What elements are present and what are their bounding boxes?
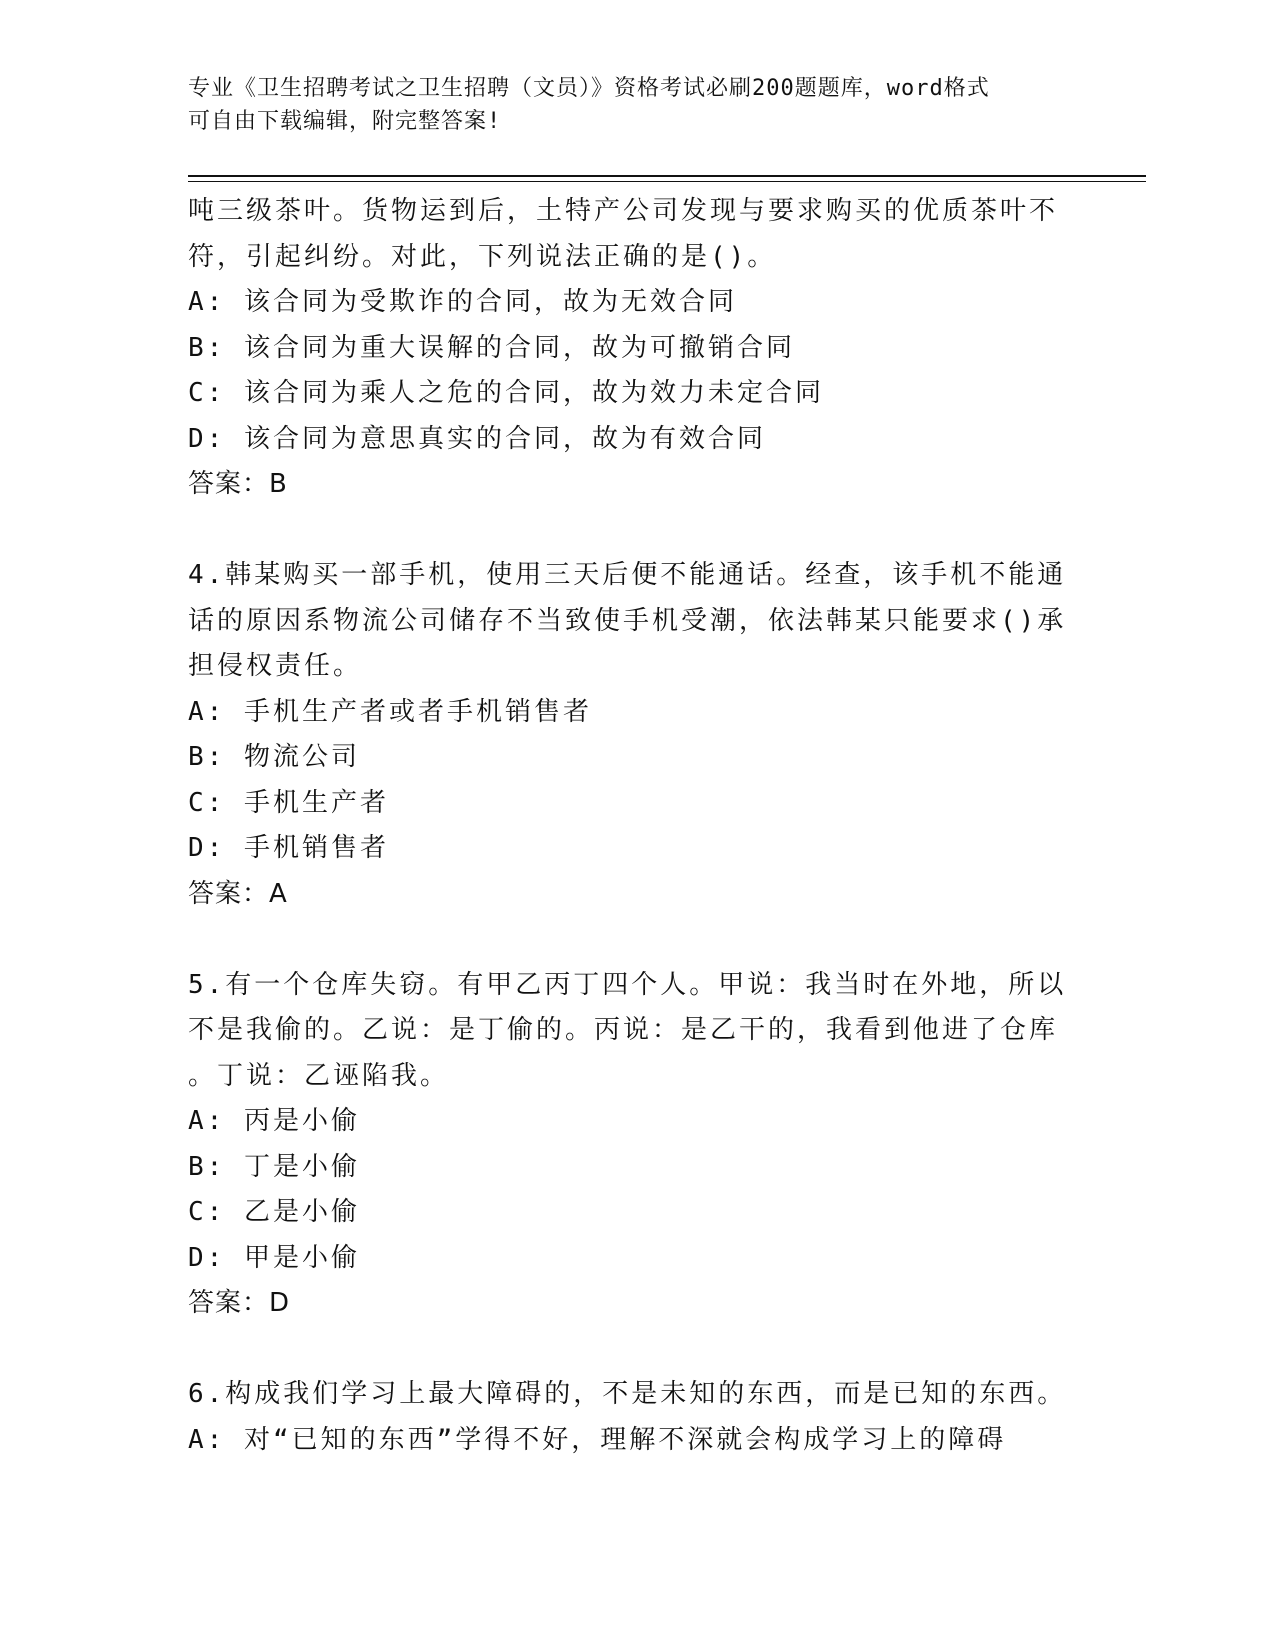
document-body xyxy=(188,189,1068,1463)
option-b: B: 物流公司 xyxy=(188,742,360,772)
spacer xyxy=(188,508,1068,554)
question-3-continuation xyxy=(188,189,1068,508)
spacer xyxy=(188,917,1068,963)
question-text-line: 5.有一个仓库失窃。有甲乙丙丁四个人。甲说：我当时在外地，所以 xyxy=(188,969,1067,1000)
question-text-line: 。丁说：乙诬陷我。 xyxy=(188,1060,450,1091)
document-header xyxy=(188,72,1088,138)
option-c: C: 手机生产者 xyxy=(188,787,389,818)
option-b: B: 该合同为重大误解的合同，故为可撤销合同 xyxy=(188,332,795,363)
option-c: C: 该合同为乘人之危的合同，故为效力未定合同 xyxy=(188,378,824,408)
question-text-line: 吨三级茶叶。货物运到后，土特产公司发现与要求购买的优质茶叶不 xyxy=(188,196,1059,226)
question-4 xyxy=(188,553,1068,917)
option-a: A: 该合同为受欺诈的合同，故为无效合同 xyxy=(188,287,737,317)
question-text-line: 话的原因系物流公司储存不当致使手机受潮，依法韩某只能要求()承 xyxy=(188,605,1067,636)
header-line-1: 专业《卫生招聘考试之卫生招聘（文员）》资格考试必刷200题题库，word格式 xyxy=(188,76,990,101)
option-d: D: 该合同为意思真实的合同，故为有效合同 xyxy=(188,423,766,454)
header-line-2: 可自由下载编辑，附完整答案! xyxy=(188,109,502,134)
option-d: D: 甲是小偷 xyxy=(188,1242,360,1273)
option-a: A: 丙是小偷 xyxy=(188,1106,360,1136)
question-text-line: 担侵权责任。 xyxy=(188,651,363,681)
answer-line: 答案：A xyxy=(188,878,288,909)
question-text-line: 6.构成我们学习上最大障碍的，不是未知的东西，而是已知的东西。 xyxy=(188,1379,1067,1409)
option-b: B: 丁是小偷 xyxy=(188,1151,360,1182)
question-text-line: 不是我偷的。乙说：是丁偷的。丙说：是乙干的，我看到他进了仓库 xyxy=(188,1015,1059,1045)
question-text-line: 4.韩某购买一部手机，使用三天后便不能通话。经查，该手机不能通 xyxy=(188,560,1067,590)
answer-line: 答案：D xyxy=(188,1288,291,1318)
answer-line: 答案：B xyxy=(188,469,288,499)
question-text-line: 符，引起纠纷。对此，下列说法正确的是()。 xyxy=(188,241,777,272)
option-d: D: 手机销售者 xyxy=(188,833,389,863)
question-5 xyxy=(188,963,1068,1327)
header-rule-thick xyxy=(188,175,1146,177)
option-a: A: 手机生产者或者手机销售者 xyxy=(188,696,592,727)
spacer xyxy=(188,1327,1068,1373)
option-c: C: 乙是小偷 xyxy=(188,1197,360,1227)
question-6 xyxy=(188,1372,1068,1463)
option-a: A: 对“已知的东西”学得不好，理解不深就会构成学习上的障碍 xyxy=(188,1424,1007,1455)
header-rule-thin xyxy=(188,181,1146,182)
